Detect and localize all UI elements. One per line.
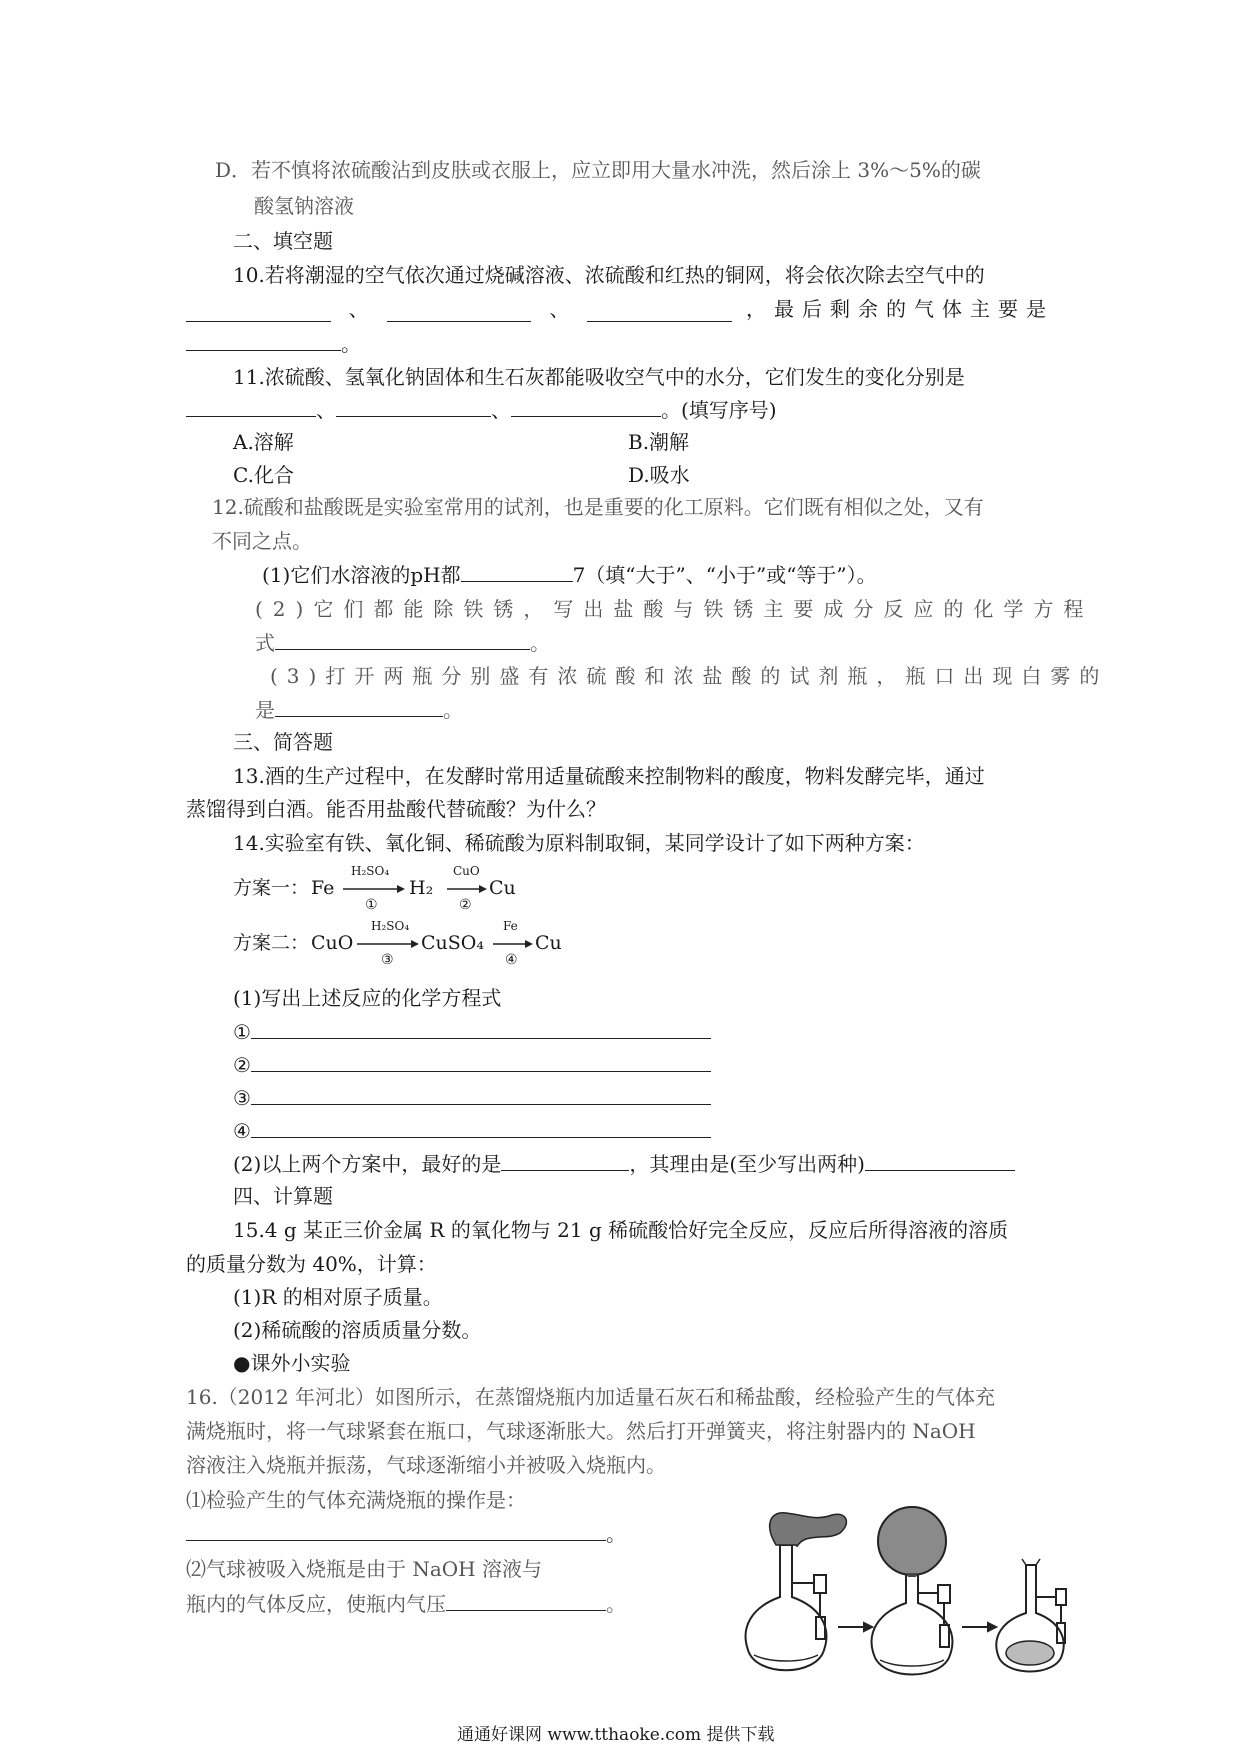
extra-experiment-title: ●课外小实验 [233, 1351, 351, 1375]
q15-part1: (1)R 的相对原子质量。 [233, 1285, 443, 1309]
q12-part2-line1: (2)它们都能除铁锈，写出盐酸与铁锈主要成分反应的化学方程 [255, 597, 1094, 621]
footer-credit: 通通好课网 www.tthaoke.com 提供下载 [457, 1725, 775, 1745]
q14-eq3-row [233, 1084, 711, 1111]
q11-sep2: 、 [491, 398, 511, 422]
scheme1-step1: ① [365, 897, 378, 913]
q10-sep1: 、 [348, 297, 369, 321]
q12-part1-pre: (1)它们水溶液的pH都 [262, 563, 461, 587]
scheme1-mid: H₂ [409, 877, 434, 899]
scheme2-end: Cu [535, 932, 562, 954]
scheme2-step3: ③ [381, 952, 394, 968]
q12-part2-pre: 式 [255, 631, 275, 655]
q11-option-a: A.溶解 [233, 430, 294, 454]
scheme2-start: CuO [311, 932, 354, 954]
q16-line1: 16.（2012 年河北）如图所示，在蒸馏烧瓶内加适量石灰石和稀盐酸，经检验产生的气体充 [186, 1385, 996, 1409]
q10-blank-3[interactable] [587, 301, 732, 322]
q14-eq4-num: ④ [233, 1119, 251, 1143]
q14-eq1-num: ① [233, 1020, 251, 1044]
q16-part1-answer [186, 1520, 626, 1547]
q11-blank-1[interactable] [186, 396, 316, 417]
q12-part1-post: 7（填“大于”、“小于”或“等于”）。 [572, 563, 877, 587]
q14-line1: 14.实验室有铁、氧化铜、稀硫酸为原料制取铜，某同学设计了如下两种方案： [233, 831, 925, 855]
q10-line1: 10.若将潮湿的空气依次通过烧碱溶液、浓硫酸和红热的铜网，将会依次除去空气中的 [233, 263, 985, 287]
q14-eq4-row [233, 1117, 711, 1144]
scheme1-start: Fe [311, 877, 335, 899]
q16-pressure-blank[interactable] [446, 1590, 606, 1611]
q16-part2-end: 。 [606, 1592, 626, 1616]
q12-blank-fog[interactable] [275, 696, 443, 717]
q10-line3 [186, 330, 361, 357]
q12-part3-pre: 是 [255, 698, 275, 722]
q11-line2 [186, 396, 777, 423]
q12-part1 [262, 561, 877, 588]
q10-blank-4[interactable] [186, 330, 341, 351]
q16-part2-line1: ⑵气球被吸入烧瓶是由于 NaOH 溶液与 [186, 1557, 542, 1581]
q12-part2-line2 [255, 629, 550, 656]
q16-part2-pre: 瓶内的气体反应，使瓶内气压 [186, 1592, 446, 1616]
q14-eq1-blank[interactable] [251, 1018, 711, 1039]
q12-part3-line1: (3)打开两瓶分别盛有浓硫酸和浓盐酸的试剂瓶，瓶口出现白雾的 [270, 664, 1109, 688]
q14-part2-mid: ，其理由是(至少写出两种) [629, 1152, 865, 1176]
q15-line2: 的质量分数为 40%，计算： [186, 1252, 437, 1276]
q10-sep2: 、 [549, 297, 570, 321]
q16-part1: ⑴检验产生的气体充满烧瓶的操作是： [186, 1488, 526, 1512]
q10-end: 。 [341, 332, 361, 356]
q15-line1: 15.4 g 某正三价金属 R 的氧化物与 21 g 稀硫酸恰好完全反应，反应后所得溶液的溶质 [233, 1218, 1009, 1242]
q14-eq3-blank[interactable] [251, 1084, 711, 1105]
scheme1-step2: ② [459, 897, 472, 913]
q12-line2: 不同之点。 [212, 529, 312, 553]
scheme2-mid: CuSO₄ [421, 932, 484, 954]
section-calculation-title: 四、计算题 [233, 1184, 333, 1208]
q16-operation-blank[interactable] [186, 1520, 606, 1541]
q14-reason-blank[interactable] [865, 1150, 1015, 1171]
q14-eq4-blank[interactable] [251, 1117, 711, 1138]
option-d-line2: 酸氢钠溶液 [254, 194, 354, 218]
q12-blank-ph[interactable] [461, 561, 573, 582]
scheme1-label: 方案一： [233, 877, 310, 899]
q12-part3-line2 [255, 696, 463, 723]
q12-part2-end: 。 [530, 631, 550, 655]
q11-option-d: D.吸水 [628, 463, 690, 487]
q11-option-b: B.潮解 [628, 430, 690, 454]
q16-line2: 满烧瓶时，将一气球紧套在瓶口，气球逐渐胀大。然后打开弹簧夹，将注射器内的 NaOH [186, 1419, 976, 1443]
q14-eq3-num: ③ [233, 1086, 251, 1110]
q14-scheme-2 [233, 919, 593, 974]
q12-line1: 12.硫酸和盐酸既是实验室常用的试剂，也是重要的化工原料。它们既有相似之处，又有 [212, 495, 984, 519]
q11-option-c: C.化合 [233, 463, 294, 487]
q16-line3: 溶液注入烧瓶并振荡，气球逐渐缩小并被吸入烧瓶内。 [186, 1453, 666, 1477]
q14-part2-pre: (2)以上两个方案中，最好的是 [233, 1152, 502, 1176]
q10-blank-2[interactable] [387, 301, 532, 322]
q11-sep1: 、 [316, 398, 336, 422]
q10-tail: ，最后剩余的气体主要是 [746, 297, 1055, 321]
q14-part1: (1)写出上述反应的化学方程式 [233, 986, 502, 1010]
q14-eq2-blank[interactable] [251, 1051, 711, 1072]
q14-eq1-row [233, 1018, 711, 1045]
q11-blank-3[interactable] [511, 396, 661, 417]
q12-blank-equation[interactable] [275, 629, 530, 650]
q14-best-blank[interactable] [501, 1150, 629, 1171]
scheme1-reagent2: CuO [453, 864, 480, 878]
section-short-answer-title: 三、简答题 [233, 730, 333, 754]
q11-end: 。(填写序号) [661, 398, 777, 422]
scheme2-reagent1: H₂SO₄ [371, 919, 410, 933]
q14-eq2-num: ② [233, 1053, 251, 1077]
q11-blank-2[interactable] [336, 396, 491, 417]
scheme2-reagent2: Fe [503, 919, 518, 933]
q12-part3-end: 。 [443, 698, 463, 722]
q13-line1: 13.酒的生产过程中，在发酵时常用适量硫酸来控制物料的酸度，物料发酵完毕，通过 [233, 764, 985, 788]
q10-line2 [186, 296, 1054, 322]
flask-balloon-apparatus-diagram [740, 1505, 1080, 1685]
option-d-line1: D．若不慎将浓硫酸沾到皮肤或衣服上，应立即用大量水冲洗，然后涂上 3%～5%的碳 [215, 158, 981, 182]
q10-blank-1[interactable] [186, 301, 331, 322]
scheme2-step4: ④ [505, 952, 518, 968]
q14-eq2-row [233, 1051, 711, 1078]
section-fill-blank-title: 二、填空题 [233, 229, 333, 253]
scheme1-reagent1: H₂SO₄ [351, 864, 390, 878]
q15-part2: (2)稀硫酸的溶质质量分数。 [233, 1318, 482, 1342]
q14-part2 [233, 1150, 1015, 1177]
scheme2-label: 方案二： [233, 932, 310, 954]
scheme1-end: Cu [489, 877, 516, 899]
q16-part1-end: 。 [606, 1522, 626, 1546]
q13-line2: 蒸馏得到白酒。能否用盐酸代替硫酸？为什么？ [186, 797, 606, 821]
q16-part2-line2 [186, 1590, 626, 1617]
q11-line1: 11.浓硫酸、氢氧化钠固体和生石灰都能吸收空气中的水分，它们发生的变化分别是 [233, 365, 965, 389]
